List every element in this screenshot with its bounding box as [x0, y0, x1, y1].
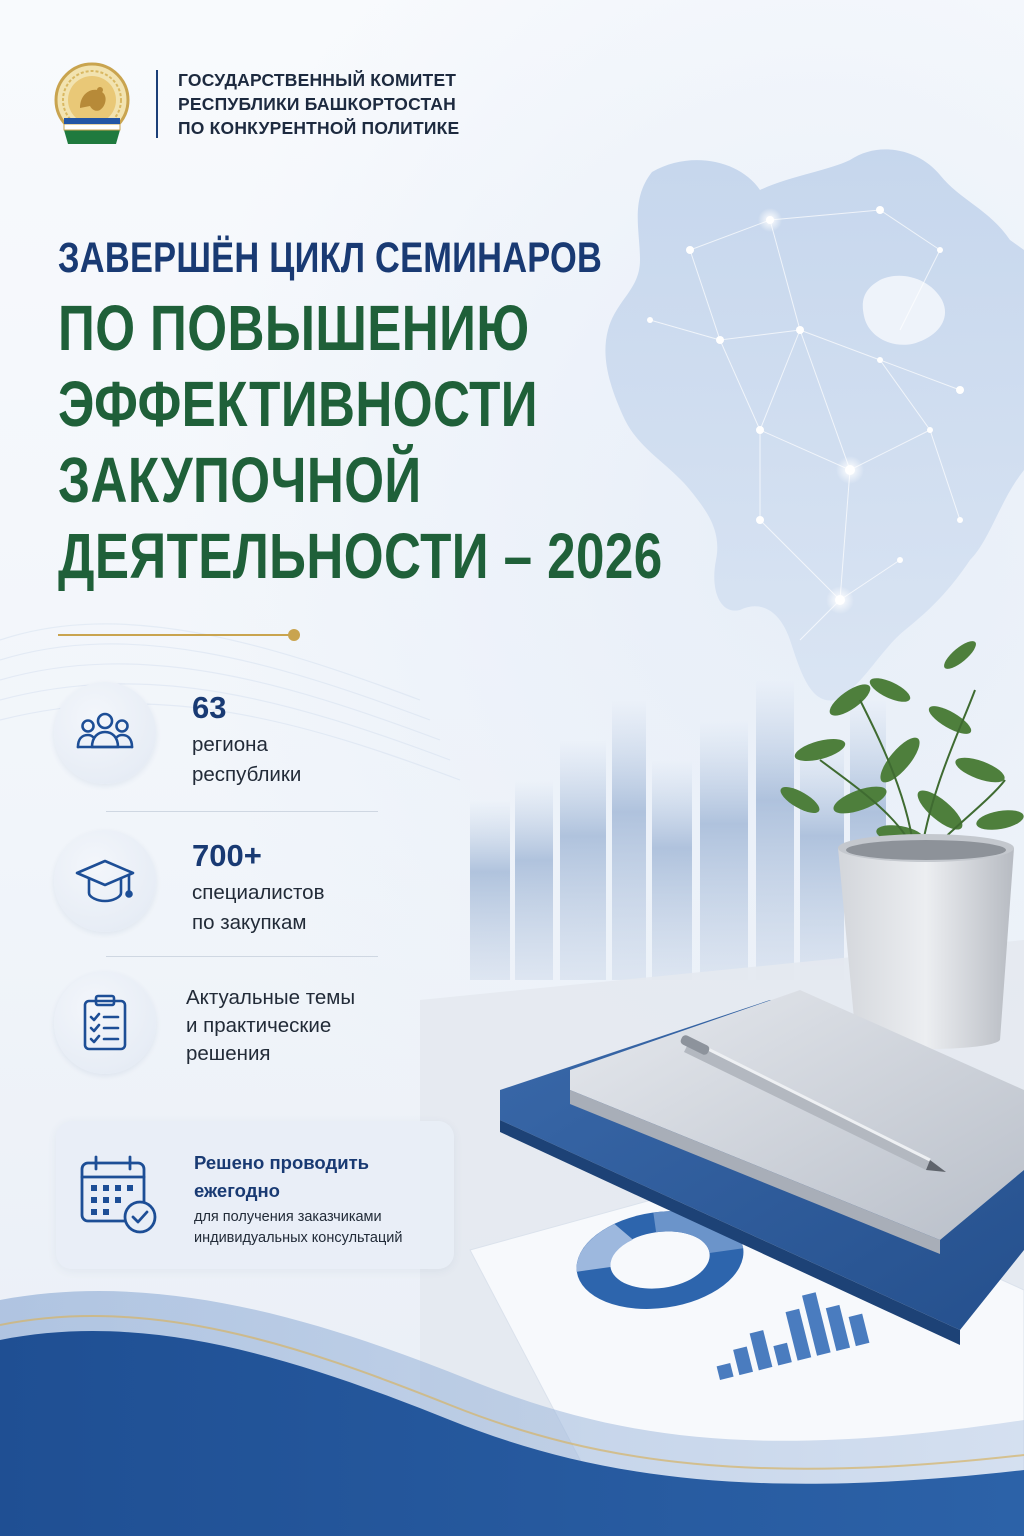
stat-label-line: решения — [186, 1042, 271, 1065]
headline-line: ЭФФЕКТИВНОСТИ — [58, 368, 538, 440]
stat-label — [186, 984, 355, 1068]
stat-label-line: и практические — [186, 1014, 332, 1037]
stat-label-line: региона — [192, 733, 268, 756]
organization-name — [178, 68, 538, 140]
graduation-cap-icon — [75, 851, 135, 911]
info-title — [194, 1149, 369, 1205]
info-title-line: ежегодно — [194, 1180, 280, 1201]
info-subtitle — [194, 1207, 403, 1249]
stat-divider — [106, 811, 378, 812]
headline-line: ЗАКУПОЧНОЙ — [58, 444, 422, 516]
region-map — [605, 149, 1024, 700]
info-subtitle-line: для получения заказчиками — [194, 1209, 382, 1225]
headline-line: ДЕЯТЕЛЬНОСТИ – 2026 — [58, 520, 663, 592]
stat-icon-circle — [54, 830, 156, 932]
header-divider — [156, 70, 158, 138]
accent-dot — [288, 629, 300, 641]
stat-label-line: Актуальные темы — [186, 986, 356, 1009]
organization-name-line: ПО КОНКУРЕНТНОЙ ПОЛИТИКЕ — [178, 118, 460, 138]
stat-divider — [106, 956, 378, 957]
annual-info-card — [56, 1121, 454, 1269]
stat-value: 63 — [192, 690, 227, 725]
clipboard-checklist-icon — [75, 993, 135, 1053]
people-group-icon — [75, 703, 135, 763]
info-title-line: Решено проводить — [194, 1152, 370, 1173]
headline-line: ПО ПОВЫШЕНИЮ — [58, 292, 530, 364]
stat-label-line: специалистов — [192, 881, 325, 904]
coat-of-arms-icon — [50, 62, 134, 150]
stat-icon-circle — [54, 682, 156, 784]
accent-divider — [58, 634, 294, 636]
stat-value: 700+ — [192, 838, 262, 873]
organization-name-line: ГОСУДАРСТВЕННЫЙ КОМИТЕТ — [178, 70, 457, 90]
info-subtitle-line: индивидуальных консультаций — [194, 1230, 403, 1246]
stat-label-line: республики — [192, 763, 302, 786]
calendar-check-icon — [78, 1153, 160, 1235]
stat-icon-circle — [54, 972, 156, 1074]
stat-label — [192, 878, 324, 938]
organization-name-line: РЕСПУБЛИКИ БАШКОРТОСТАН — [178, 94, 456, 114]
headline — [58, 226, 663, 594]
stat-label-line: по закупкам — [192, 911, 307, 934]
stat-label — [192, 730, 301, 790]
headline-intro: ЗАВЕРШЁН ЦИКЛ СЕМИНАРОВ — [58, 234, 603, 282]
